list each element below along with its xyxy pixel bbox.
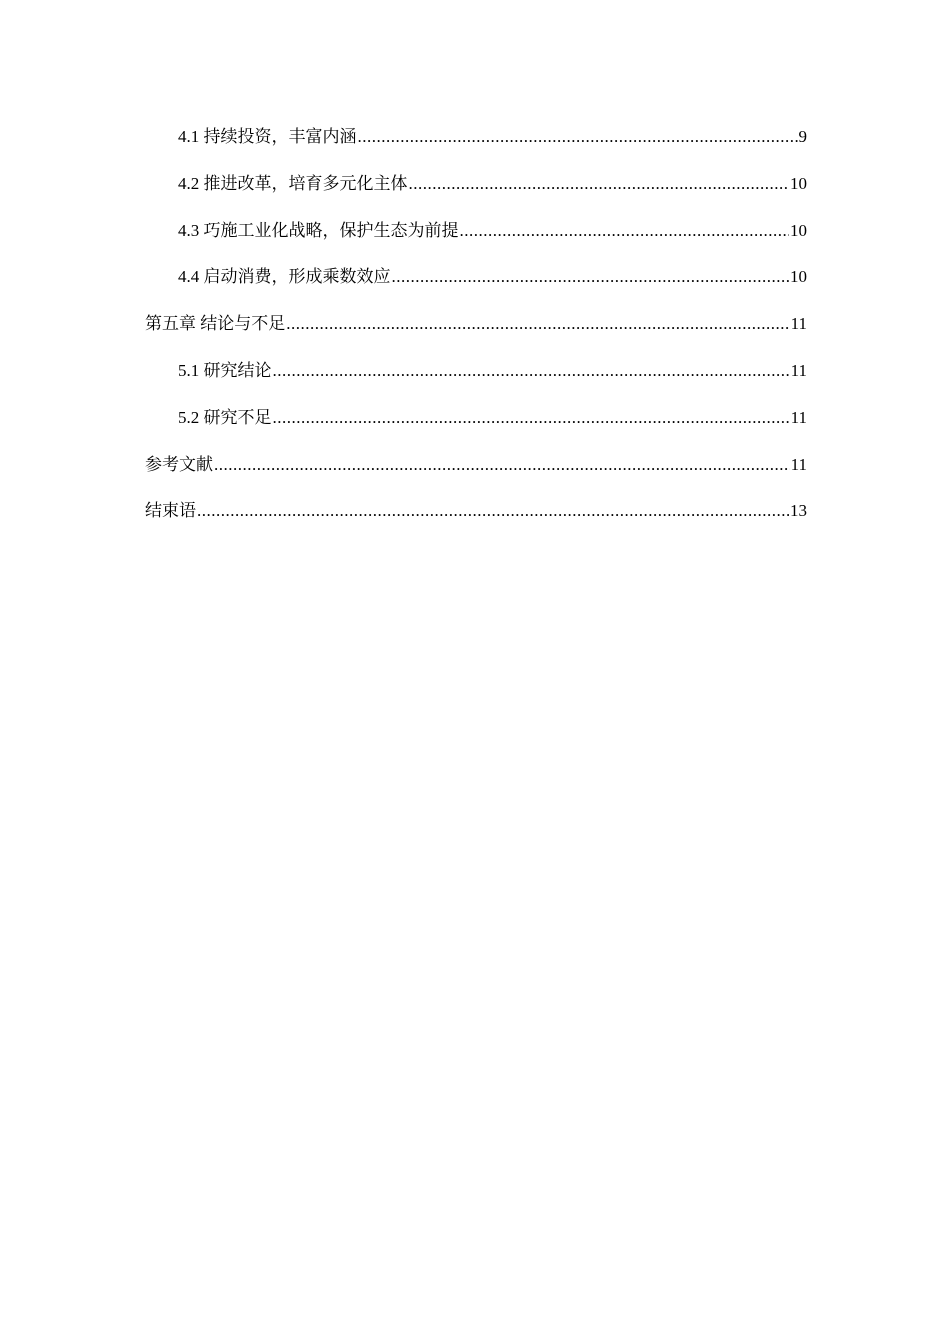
toc-entry-page: 13 [790,501,807,521]
table-of-contents [145,124,807,545]
toc-entry-page: 10 [790,220,807,240]
toc-entry-4-2[interactable] [145,171,807,218]
toc-leader-dots [197,498,789,524]
toc-entry-title: 4.2 推进改革，培育多元化主体 [178,173,408,193]
toc-entry-title: 5.2 研究不足 [178,407,272,427]
toc-leader-dots [273,405,790,431]
toc-entry-title: 4.3 巧施工业化战略，保护生态为前提 [178,220,459,240]
toc-entry-4-1[interactable] [145,124,807,171]
toc-entry-title: 结束语 [145,501,196,521]
toc-entry-page: 10 [790,267,807,287]
toc-entry-title: 4.1 持续投资，丰富内涵 [178,127,357,146]
toc-entry-page: 11 [790,360,807,380]
toc-entry-4-4[interactable] [145,264,807,311]
toc-entry-title: 4.4 启动消费，形成乘数效应 [178,267,391,287]
toc-entry-title: 第五章 结论与不足 [145,314,286,334]
toc-entry-title: 参考文献 [145,454,213,474]
toc-entry-references[interactable] [145,452,807,499]
toc-entry-closing[interactable] [145,498,807,545]
toc-entry-page: 11 [790,407,807,427]
toc-entry-5-1[interactable] [145,358,807,405]
toc-leader-dots [273,358,790,384]
toc-leader-dots [392,264,790,290]
toc-entry-4-3[interactable] [145,218,807,265]
toc-entry-page: 11 [790,454,807,474]
toc-entry-5-2[interactable] [145,405,807,452]
toc-entry-title: 5.1 研究结论 [178,360,272,380]
toc-entry-page: 11 [790,314,807,334]
toc-leader-dots [214,452,790,478]
toc-leader-dots [286,311,789,337]
toc-leader-dots [358,124,798,150]
toc-entry-page: 10 [790,173,807,193]
toc-leader-dots [460,218,790,244]
toc-entry-page: 9 [798,127,807,146]
toc-leader-dots [409,171,790,197]
toc-entry-chapter-5[interactable] [145,311,807,358]
